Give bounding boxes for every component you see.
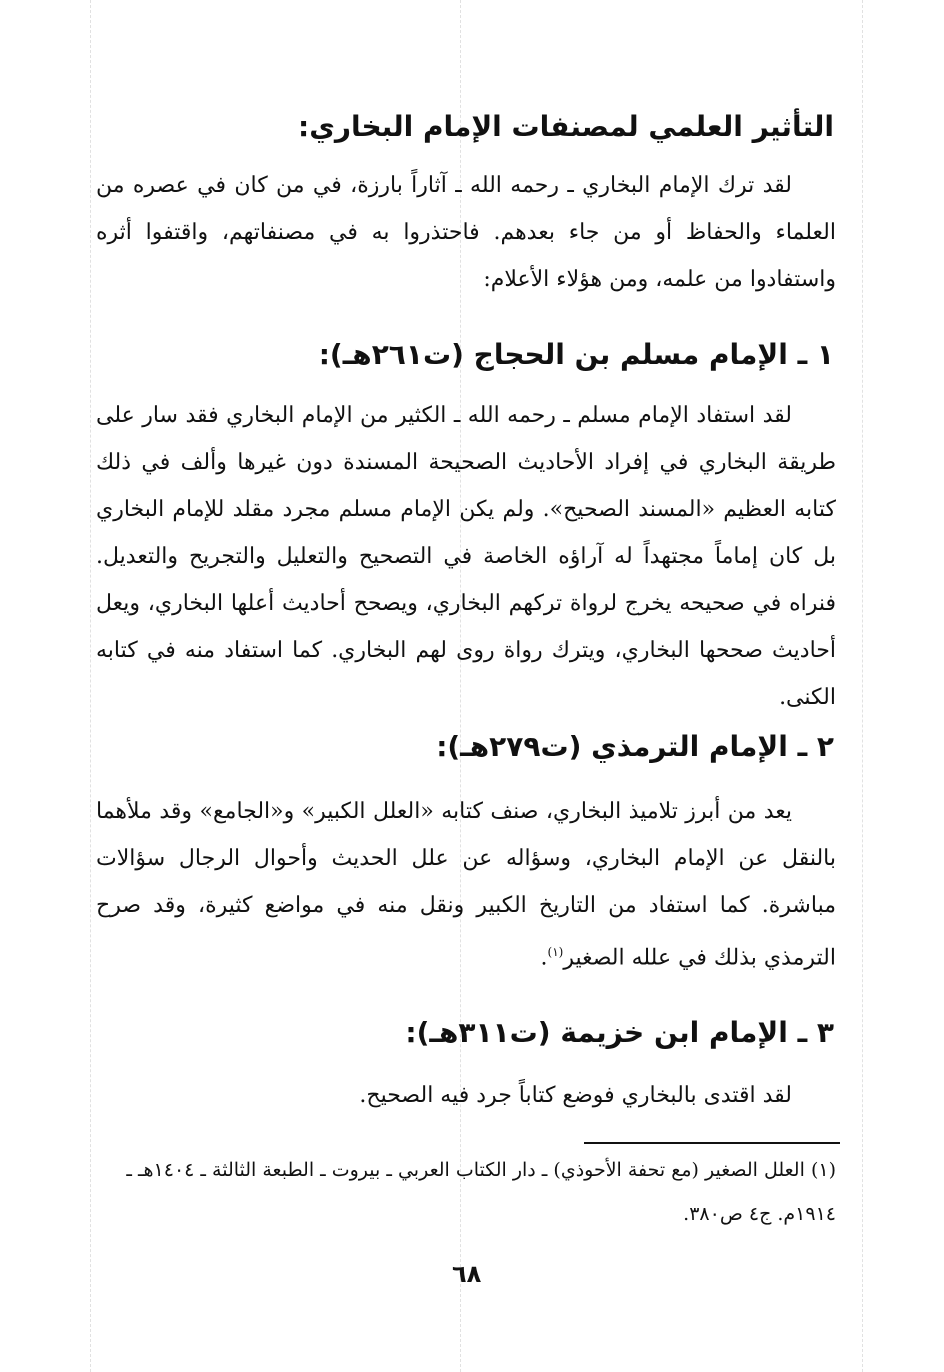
footnote-reference: (١)	[547, 945, 564, 959]
footnote-separator	[584, 1142, 840, 1144]
scan-guide-line	[862, 0, 863, 1372]
item-text-muslim: لقد استفاد الإمام مسلم ـ رحمه الله ـ الكثير من الإمام البخاري فقد سار على طريقة البخاري في إفراد الأحاديث الصحيحة المسندة دون غيرها وألف في ذلك كتابه العظيم «المسند الصحيح». ولم يكن الإمام مسلم مجرد مقلد للإمام البخاري بل كان إماماً مجتهداً له آراؤه الخاصة في التصحيح والتعليل والتجريح والتعديل. فنراه في صحيحه يخرج لرواة تركهم البخاري، ويصحح أحاديث أعلها البخاري، ويعل أحاديث صححها البخاري، ويترك رواة روى لهم البخاري. كما استفاد منه في كتابه الكنى.	[96, 403, 836, 710]
page-number: ٦٨	[452, 1260, 482, 1288]
footnote-marker: (١)	[810, 1159, 836, 1181]
item-text-tirmidhi-body: يعد من أبرز تلاميذ البخاري، صنف كتابه «العلل الكبير» و«الجامع» وقد ملأهما بالنقل عن الإمام البخاري، وسؤاله عن علل الحديث وأحوال الرجال سؤالات مباشرة. كما استفاد من التاريخ الكبير ونقل منه في مواضع كثيرة، وقد صرح الترمذي بذلك في علله الصغير	[96, 799, 836, 971]
section-title: التأثير العلمي لمصنفات الإمام البخاري:	[298, 110, 834, 143]
item-heading-ibn-khuzaymah: ٣ ـ الإمام ابن خزيمة (ت٣١١هـ):	[405, 1016, 834, 1049]
item-text-tirmidhi-end: .	[540, 945, 548, 971]
item-text-tirmidhi	[96, 788, 836, 981]
item-text-ibn-khuzaymah: لقد اقتدى بالبخاري فوضع كتاباً جرد فيه الصحيح.	[359, 1083, 792, 1108]
item-heading-tirmidhi: ٢ ـ الإمام الترمذي (ت٢٧٩هـ):	[436, 730, 834, 763]
footnote-text: العلل الصغير (مع تحفة الأحوذي) ـ دار الكتاب العربي ـ بيروت ـ الطبعة الثالثة ـ ١٤٠٤هـ ـ ١٩١٤م. ج٤ ص٣٨٠.	[126, 1159, 836, 1225]
item-heading-muslim: ١ ـ الإمام مسلم بن الحجاج (ت٢٦١هـ):	[318, 338, 834, 371]
scan-guide-line	[90, 0, 91, 1372]
footnote	[94, 1148, 836, 1236]
intro-paragraph: لقد ترك الإمام البخاري ـ رحمه الله ـ آثاراً بارزة، في من كان في عصره من العلماء والحفاظ أو من جاء بعدهم. فاحتذروا به في مصنفاتهم، واقتفوا أثره واستفادوا من علمه، ومن هؤلاء الأعلام:	[96, 173, 836, 292]
